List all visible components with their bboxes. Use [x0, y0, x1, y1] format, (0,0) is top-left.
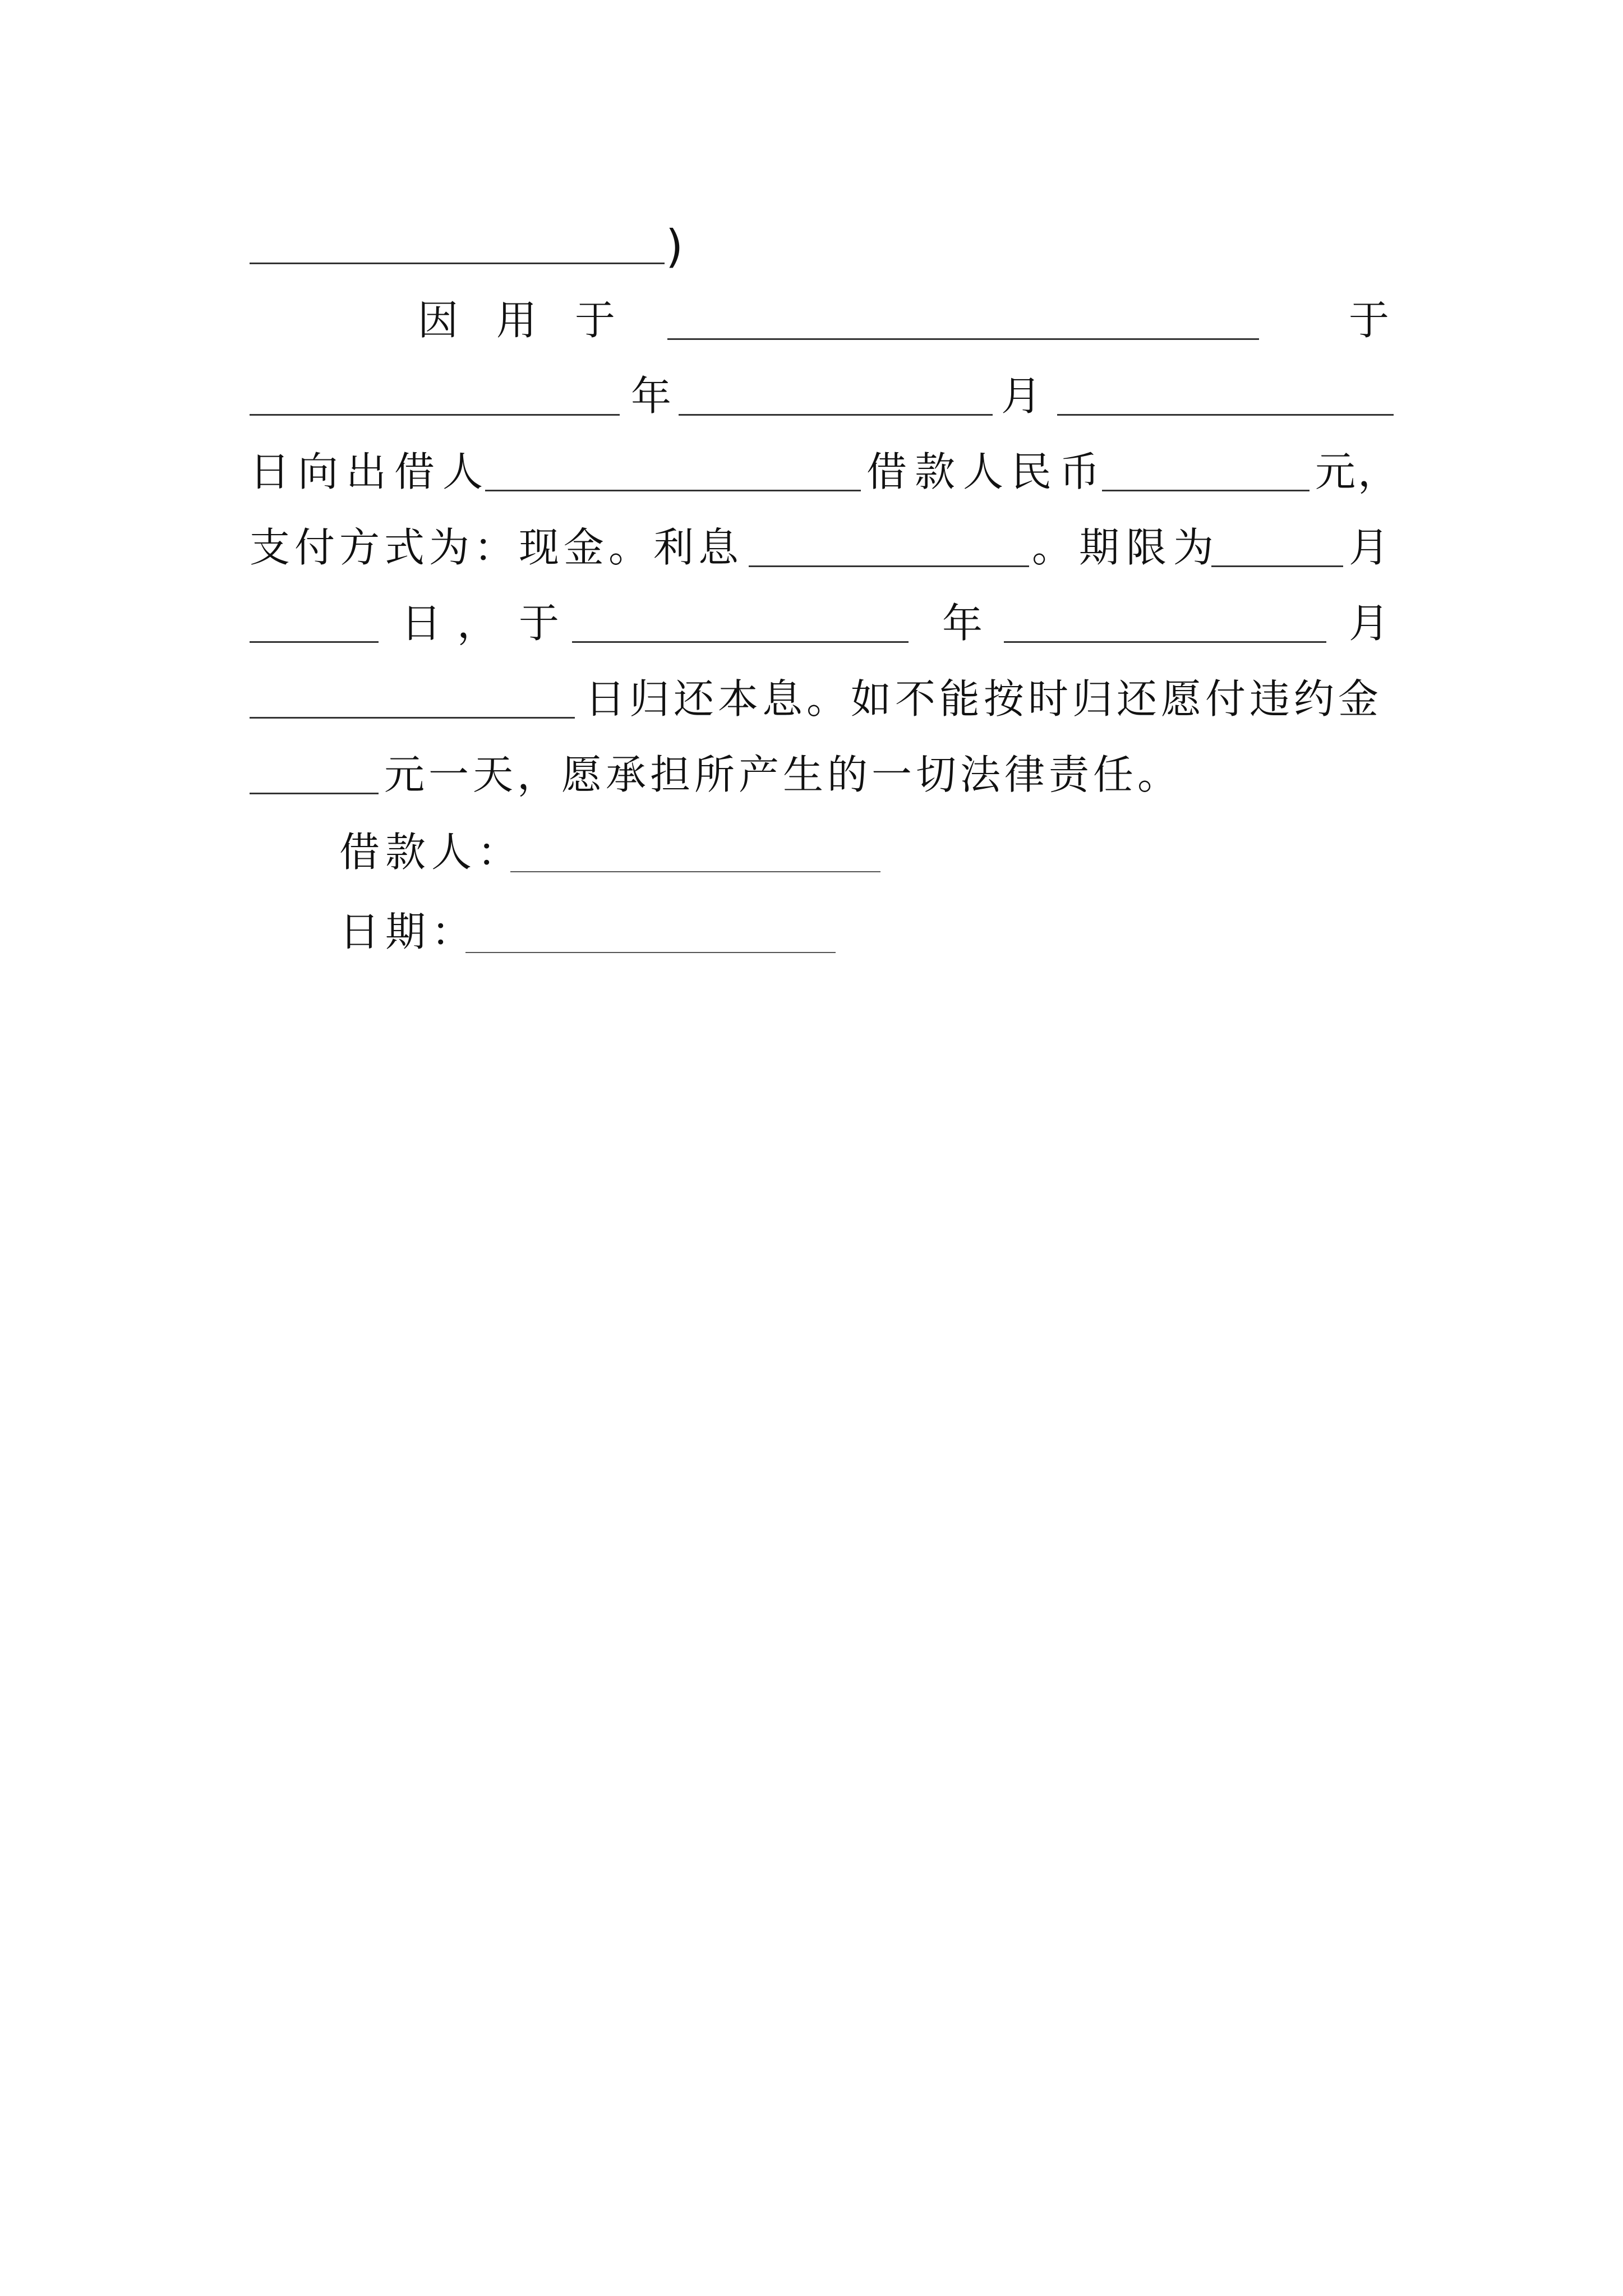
text-yuan: 元，	[1315, 448, 1401, 495]
text-payment-method: 支付方式为：现金。利息	[250, 524, 744, 571]
lender-blank[interactable]	[485, 490, 861, 491]
blank-field[interactable]	[250, 263, 665, 264]
text-yue-2: 月	[1349, 524, 1400, 571]
date-blank[interactable]	[465, 952, 836, 953]
line-1	[250, 220, 1394, 303]
text-return-clause: 日归还本息。如不能按时归还愿付违约金	[585, 675, 1383, 723]
line-3	[250, 372, 1394, 454]
line-5	[250, 524, 1400, 606]
text-comma: ，	[457, 600, 508, 647]
line-6	[250, 600, 1400, 682]
line-8	[250, 751, 1394, 833]
text-nian-2: 年	[942, 600, 993, 647]
month-blank[interactable]	[679, 414, 993, 416]
borrower-blank[interactable]	[510, 871, 880, 872]
text-ri: 日	[401, 600, 452, 647]
text-liability-clause: 元一天，愿承担所产生的一切法律责任。	[384, 751, 1182, 798]
year-blank[interactable]	[250, 414, 620, 416]
date-label: 日期：	[339, 908, 478, 955]
return-year-blank[interactable]	[572, 641, 909, 643]
date-signature-line	[339, 908, 1012, 990]
close-paren: )	[666, 220, 684, 273]
text-term: 。期限为	[1032, 524, 1221, 571]
penalty-blank[interactable]	[250, 793, 379, 794]
line-2	[250, 297, 1400, 379]
text-yu: 于	[575, 297, 626, 344]
borrower-label: 借款人：	[339, 829, 524, 876]
day-blank[interactable]	[1057, 414, 1394, 416]
borrower-signature-line	[339, 829, 1012, 910]
text-yue-3: 月	[1349, 600, 1400, 647]
text-yong: 用	[496, 297, 547, 344]
amount-blank[interactable]	[1102, 490, 1310, 491]
text-yu-2: 于	[1349, 297, 1400, 344]
purpose-blank[interactable]	[667, 338, 1259, 340]
text-yu-3: 于	[519, 600, 570, 647]
text-jiekuan-rmb: 借款人民币	[866, 448, 1108, 495]
term-month-blank[interactable]	[1211, 565, 1343, 567]
text-yin: 因	[418, 297, 469, 344]
term-day-blank[interactable]	[250, 641, 379, 643]
line-7	[250, 675, 1394, 757]
text-nian: 年	[631, 372, 682, 420]
return-month-blank[interactable]	[1004, 641, 1326, 643]
text-ri-xiang-chujieren: 日向出借人	[250, 448, 491, 495]
line-4	[250, 448, 1401, 530]
interest-blank[interactable]	[749, 565, 1029, 567]
text-yue: 月	[1001, 372, 1052, 420]
return-day-blank[interactable]	[250, 717, 575, 719]
